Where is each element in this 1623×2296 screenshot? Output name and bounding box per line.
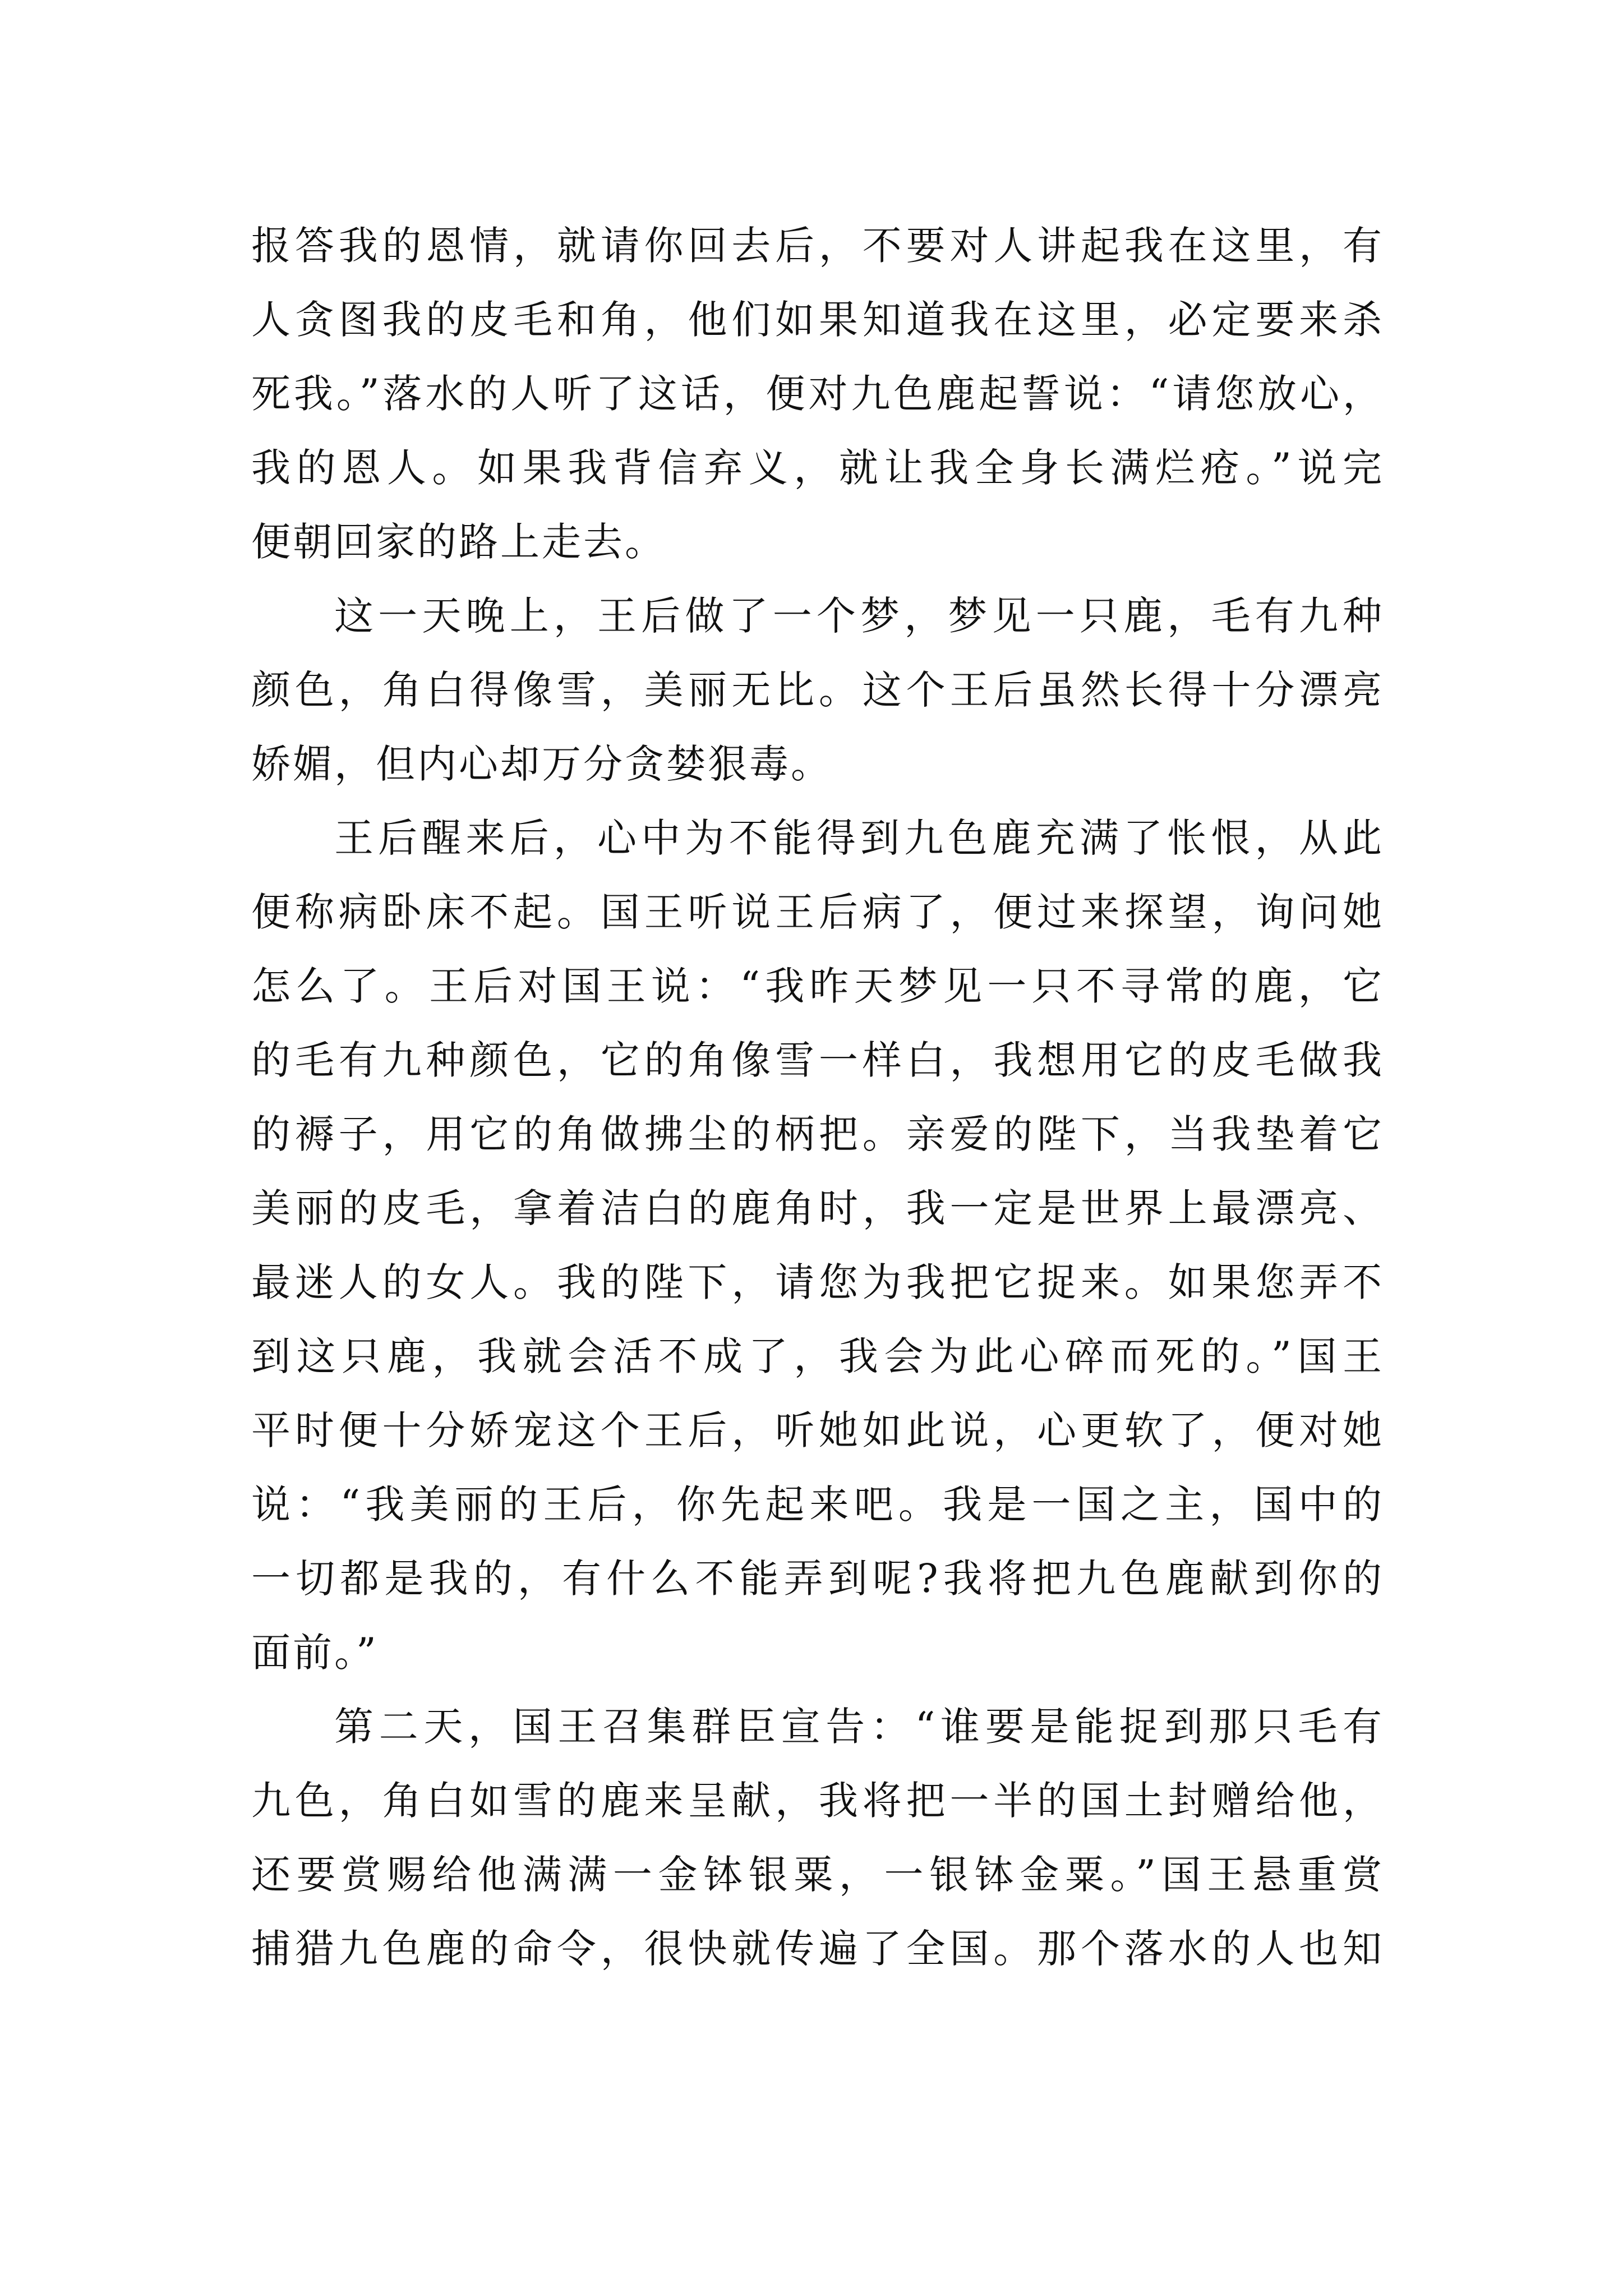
text-line: 面前。” (251, 1630, 379, 1676)
text-line: 的褥子，用它的角做拂尘的柄把。亲爱的陛下，当我垫着它 (251, 1111, 1384, 1157)
text-line: 捕猎九色鹿的命令，很快就传遍了全国。那个落水的人也知 (251, 1926, 1384, 1972)
paragraph-4 (251, 1690, 1384, 1986)
text-line: 说：“我美丽的王后，你先起来吧。我是一国之主，国中的 (251, 1481, 1384, 1527)
text-line: 便朝回家的路上走去。 (251, 519, 666, 565)
document-body (251, 209, 1384, 1986)
text-line: 最迷人的女人。我的陛下，请您为我把它捉来。如果您弄不 (251, 1259, 1384, 1305)
text-line: 怎么了。王后对国王说：“我昨天梦见一只不寻常的鹿，它 (251, 963, 1384, 1009)
text-line: 还要赏赐给他满满一金钵银粟，一银钵金粟。”国王悬重赏 (251, 1852, 1384, 1898)
text-line: 平时便十分娇宠这个王后，听她如此说，心更软了，便对她 (251, 1407, 1384, 1453)
text-line: 我的恩人。如果我背信弃义，就让我全身长满烂疮。”说完 (251, 445, 1384, 491)
text-line: 颜色，角白得像雪，美丽无比。这个王后虽然长得十分漂亮 (251, 667, 1384, 713)
text-line: 人贪图我的皮毛和角，他们如果知道我在这里，必定要来杀 (251, 297, 1384, 343)
text-line: 到这只鹿，我就会活不成了，我会为此心碎而死的。”国王 (251, 1333, 1384, 1379)
paragraph-3 (251, 801, 1384, 1690)
paragraph-2 (251, 579, 1384, 801)
text-line: 便称病卧床不起。国王听说王后病了，便过来探望，询问她 (251, 889, 1384, 935)
text-line: 美丽的皮毛，拿着洁白的鹿角时，我一定是世界上最漂亮、 (251, 1185, 1384, 1231)
text-line: 九色，角白如雪的鹿来呈献，我将把一半的国土封赠给他， (251, 1778, 1384, 1824)
text-line: 的毛有九种颜色，它的角像雪一样白，我想用它的皮毛做我 (251, 1037, 1384, 1083)
paragraph-1 (251, 209, 1384, 579)
text-line: 第二天，国王召集群臣宣告：“谁要是能捉到那只毛有 (334, 1704, 1384, 1750)
text-line: 一切都是我的，有什么不能弄到呢?我将把九色鹿献到你的 (251, 1556, 1384, 1602)
text-line: 死我。”落水的人听了这话，便对九色鹿起誓说：“请您放心， (251, 371, 1384, 417)
text-line: 报答我的恩情，就请你回去后，不要对人讲起我在这里，有 (251, 223, 1384, 269)
text-line: 娇媚，但内心却万分贪婪狠毒。 (251, 741, 832, 787)
text-line: 这一天晚上，王后做了一个梦，梦见一只鹿，毛有九种 (334, 593, 1384, 639)
text-line: 王后醒来后，心中为不能得到九色鹿充满了怅恨，从此 (334, 815, 1384, 861)
